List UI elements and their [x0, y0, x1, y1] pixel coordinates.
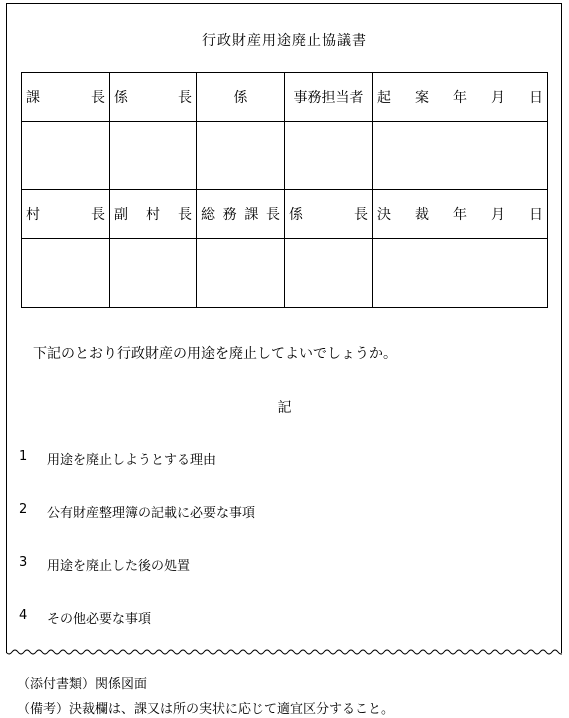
stamp-box[interactable]: [285, 239, 373, 308]
cell-kakaricho-2: [285, 190, 373, 239]
stamp-box[interactable]: [373, 121, 548, 190]
list-item: [19, 502, 255, 521]
header-char: 年: [453, 89, 467, 106]
header-char: 副: [114, 207, 128, 224]
stamp-box[interactable]: [197, 239, 285, 308]
header-char: 務: [222, 207, 237, 224]
header-char: 日: [529, 207, 543, 224]
header-char: 月: [491, 89, 505, 106]
cell-kakari: [197, 73, 285, 122]
stamp-box[interactable]: [373, 239, 548, 308]
header-char: 長: [265, 207, 280, 224]
item-text: 用途を廃止した後の処置: [47, 559, 191, 574]
cell-jimu-tanto: [285, 73, 373, 122]
attachments-note: （添付書類）関係図面: [17, 677, 148, 692]
item-text: 公有財産整理簿の記載に必要な事項: [47, 506, 256, 521]
cell-somu-kacho: [197, 190, 285, 239]
item-number: 1: [19, 449, 28, 464]
header-char: 長: [91, 89, 105, 106]
header-char: 村: [146, 207, 160, 224]
header-char: 村: [26, 207, 40, 224]
header-char: 係: [289, 207, 303, 224]
list-item: [19, 449, 216, 468]
item-number: 4: [19, 608, 28, 623]
cell-kakaricho: [110, 73, 197, 122]
cell-kessai-date: [373, 190, 548, 239]
header-char: 長: [91, 207, 105, 224]
stamp-box[interactable]: [22, 239, 110, 308]
header-char: 案: [415, 89, 429, 106]
form-title: 行政財産用途廃止協議書: [202, 33, 367, 49]
ki-heading: 記: [277, 400, 292, 416]
cell-kacho: [22, 73, 110, 122]
remarks-note: （備考）決裁欄は、課又は所の実状に応じて適宜区分すること。: [17, 702, 395, 717]
stamp-box[interactable]: [110, 239, 197, 308]
header-char: 長: [354, 207, 368, 224]
item-text: 用途を廃止しようとする理由: [47, 453, 217, 468]
approval-header-row-1: [22, 73, 548, 122]
header-char: 長: [178, 89, 192, 106]
stamp-box[interactable]: [197, 121, 285, 190]
cell-soncho: [22, 190, 110, 239]
stamp-box[interactable]: [110, 121, 197, 190]
header-char: 長: [178, 207, 192, 224]
header-char: 係: [233, 89, 248, 106]
header-char: 起: [377, 89, 391, 106]
item-number: 2: [19, 502, 28, 517]
header-char: 総: [201, 207, 215, 224]
stamp-box[interactable]: [22, 121, 110, 190]
header-char: 月: [491, 207, 505, 224]
header-char: 年: [453, 207, 467, 224]
cell-fuku-soncho: [110, 190, 197, 239]
approval-table: [21, 72, 548, 308]
stamp-box[interactable]: [285, 121, 373, 190]
header-char: 決: [377, 207, 391, 224]
list-item: [19, 608, 151, 627]
header-char: 課: [244, 207, 259, 224]
approval-stamp-row-2: [22, 239, 548, 308]
header-char: 事務担当者: [293, 89, 364, 106]
wavy-cut-line: [6, 646, 562, 662]
header-char: 係: [114, 89, 128, 106]
header-char: 課: [26, 89, 40, 106]
intro-text: 下記のとおり行政財産の用途を廃止してよいでしょうか。: [33, 346, 397, 362]
header-char: 日: [529, 89, 543, 106]
cell-kian-date: [373, 73, 548, 122]
approval-header-row-2: [22, 190, 548, 239]
item-text: その他必要な事項: [47, 612, 152, 627]
approval-stamp-row-1: [22, 121, 548, 190]
list-item: [19, 555, 190, 574]
item-number: 3: [19, 555, 28, 570]
header-char: 裁: [415, 207, 429, 224]
